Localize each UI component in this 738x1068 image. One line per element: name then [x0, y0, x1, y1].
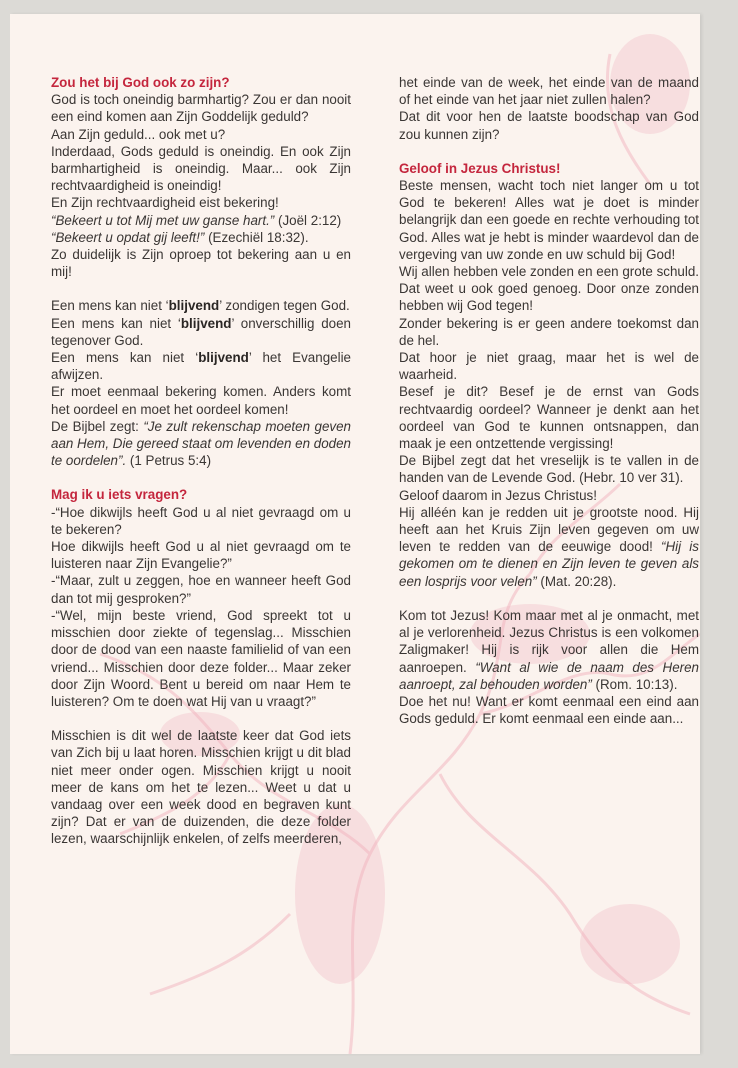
quote-reference: (1 Petrus 5:4)	[126, 453, 212, 469]
text-fragment: Een mens kan niet ‘	[51, 350, 199, 366]
paragraph: Aan Zijn geduld... ook met u?	[51, 126, 226, 142]
emphasis: blijvend	[198, 350, 249, 366]
paragraph: Zo duidelijk is Zijn oproep tot bekering aan u en mij!	[51, 247, 351, 280]
quote-text: “Bekeert u tot Mij met uw ganse hart.”	[51, 212, 275, 228]
closing-paragraph: Doe het nu! Want er komt eenmaal een eind aan Gods geduld. Er komt eenmaal een einde aan...	[399, 693, 699, 727]
text-fragment: De Bijbel zegt:	[51, 418, 144, 434]
paragraph: Inderdaad, Gods geduld is oneindig. En ook Zijn barmhartigheid is oneindig. Maar... ook Zijn rechtvaardigheid is oneindig!	[51, 143, 351, 194]
paragraph: Beste mensen, wacht toch niet langer om u tot God te bekeren! Alles wat je doet is minder belangrijk dan een goede en rechte verhouding tot God. Alles wat je hebt is minder waardevol dan de vergeving van uw zonde en uw schuld bij God!	[399, 178, 699, 262]
bible-quote-romeinen	[399, 607, 699, 693]
paragraph: -“Wel, mijn beste vriend, God spreekt tot u misschien door ziekte of tegenslag... Misschien door de dood van een naaste familielid of van een vriend... Misschien door deze folder... Maar zeker door Zijn Woord. Bent u bereid om naar Hem te luisteren? Om te doen wat Hij van u vraagt?”	[51, 607, 351, 709]
section-heading-faith: Geloof in Jezus Christus!	[399, 160, 561, 176]
quote-reference: (Ezechiël 18:32).	[204, 229, 309, 245]
right-column	[399, 74, 699, 727]
emphasis: blijvend	[168, 298, 220, 314]
paragraph: Besef je dit? Besef je de ernst van Gods rechtvaardig oordeel? Wanneer je denkt aan het oordeel van God te kunnen ontsnappen, dan maak je een ontzettende vergissing!	[399, 384, 699, 452]
paragraph-blijvend-1	[51, 297, 351, 314]
quote-text: “Je zult rekenschap moeten geven aan Hem, Die gereed staat om levenden en doden te oordelen”.	[51, 418, 352, 469]
folder-page	[10, 14, 700, 1054]
text-fragment: Kom tot Jezus! Kom maar met al je onmacht, met al je verlorenheid. Jezus Christus is een volkomen Zaligmaker! Hij is rijk voor allen die Hem aanroepen.	[399, 607, 699, 675]
paragraph: -“Hoe dikwijls heeft God u al niet gevraagd om u te bekeren?	[51, 504, 351, 537]
bible-quote-petrus	[51, 418, 351, 470]
bible-quote-joel	[51, 212, 351, 229]
paragraph-blijvend-2	[51, 315, 351, 349]
paragraph: Dat dit voor hen de laatste boodschap van God zou kunnen zijn?	[399, 109, 699, 142]
paragraph: Misschien is dit wel de laatste keer dat God iets van Zich bij u laat horen. Misschien krijgt u dit blad niet meer onder ogen. Misschien krijgt u nooit meer de kans om het te lezen... Weet u dat u vandaag over een week dood en begraven kunt zijn? Dat er van de duizenden, die deze folder lezen, waarschijnlijk enkelen, of zelfs meerderen,	[51, 728, 351, 847]
text-fragment: ’ onverschillig doen tegenover God.	[51, 315, 352, 348]
paragraph: -“Maar, zult u zeggen, hoe en wanneer heeft God dan tot mij gesproken?”	[51, 573, 351, 606]
paragraph: Geloof daarom in Jezus Christus!	[399, 487, 597, 503]
paragraph: het einde van de week, het einde van de maand of het einde van het jaar niet zullen halen?	[399, 75, 699, 108]
quote-text: “Want al wie de naam des Heren aanroept, zal behouden worden”	[399, 659, 700, 692]
paragraph-blijvend-3	[51, 349, 351, 383]
quote-text: “Hij is gekomen om te dienen en Zijn leven te geven als een losprijs voor velen”	[399, 539, 699, 589]
quote-reference: (Rom. 10:13).	[591, 676, 678, 692]
quote-reference: (Joël 2:12)	[274, 212, 342, 228]
paragraph: Zonder bekering is er geen andere toekomst dan de hel.	[399, 315, 699, 348]
paragraph: Hoe dikwijls heeft God u al niet gevraagd om te luisteren naar Zijn Evangelie?”	[51, 539, 351, 572]
section-heading-question: Mag ik u iets vragen?	[51, 487, 188, 503]
paragraph: En Zijn rechtvaardigheid eist bekering!	[51, 195, 279, 211]
paragraph: Er moet eenmaal bekering komen. Anders komt het oordeel en moet het oordeel komen!	[51, 384, 351, 417]
bible-quote-ezechiel	[51, 229, 351, 246]
quote-text: “Bekeert u opdat gij leeft!”	[51, 229, 205, 245]
left-column	[51, 74, 351, 848]
section-heading-god-patience: Zou het bij God ook zo zijn?	[51, 75, 230, 90]
text-fragment: ’ zondigen tegen God.	[219, 298, 350, 314]
emphasis: blijvend	[180, 315, 232, 331]
bible-quote-matteus	[399, 504, 699, 590]
text-fragment: Een mens kan niet ‘	[51, 315, 181, 331]
text-fragment: Hij alléén kan je redden uit je grootste nood. Hij heeft aan het Kruis Zijn leven gegeven om uw leven te redden van de eeuwige dood!	[399, 504, 699, 555]
text-fragment: ’ het Evangelie afwijzen.	[51, 350, 351, 383]
text-fragment: Een mens kan niet ‘	[51, 298, 169, 314]
paragraph: God is toch oneindig barmhartig? Zou er dan nooit een eind komen aan Zijn Goddelijk geduld?	[51, 92, 351, 125]
quote-reference: (Mat. 20:28).	[536, 573, 617, 589]
paragraph: De Bijbel zegt dat het vreselijk is te vallen in de handen van de Levende God. (Hebr. 10 ver 31).	[399, 453, 699, 486]
paragraph: Dat hoor je niet graag, maar het is wel de waarheid.	[399, 350, 699, 383]
paragraph: Wij allen hebben vele zonden en een grote schuld. Dat weet u ook goed genoeg. Door onze zonden hebben wij God tegen!	[399, 264, 700, 314]
